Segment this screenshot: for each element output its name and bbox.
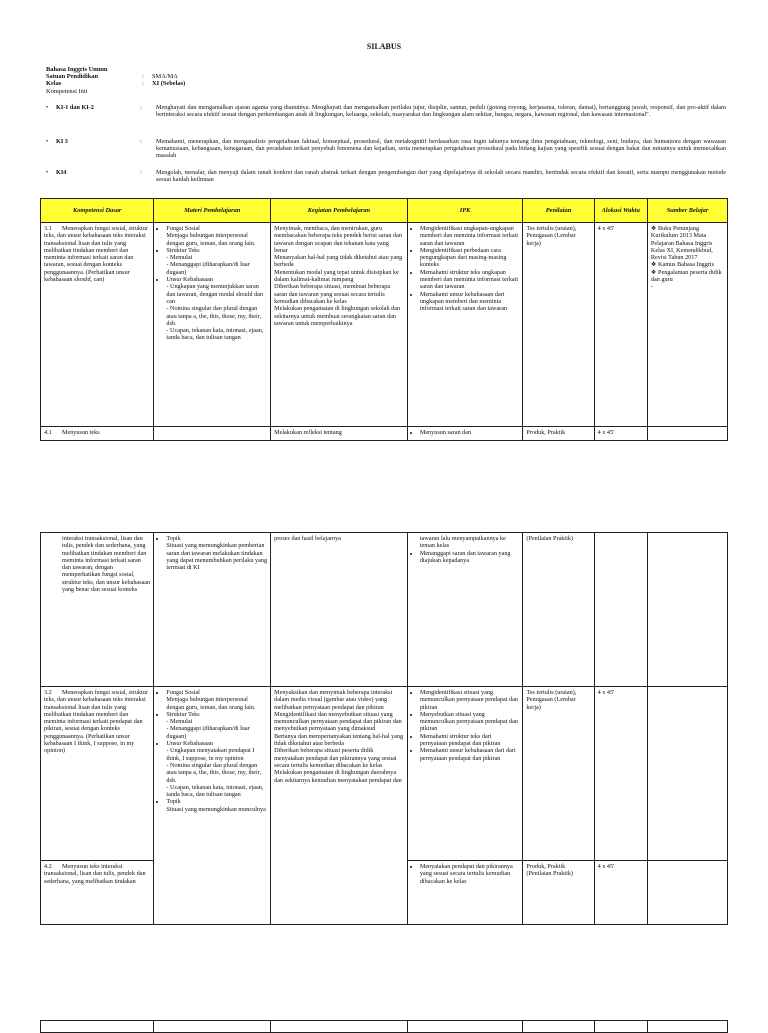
ki-label: KI 3 [56, 138, 68, 145]
header-kegiatan: Kegiatan Pembelajaran [271, 199, 408, 223]
meta-label: Satuan Pendidikan [46, 73, 99, 81]
ki-row: • KI 3 : Memahami, menerapkan, dan menganalisis pengetahuan faktual, konseptual, prosedural, dan metakognitif berdasarkan rasa ingin tahunya tentang ilmu pengetahuan, teknologi, seni, budaya, dan humaniora dengan wawasan kemanusiaan, kebangsaan, kenegaraan, dan peradaban terkait penyebab fenomena dan kejadian, serta menerapkan pengetahuan prosedural pada bidang kajian yang spesifik sesuai dengan bakat dan minatnya untuk memecahkan masalah [46, 138, 726, 160]
meta-value: XI (Sebelas) [152, 80, 186, 88]
table-row: 3.2 Menerapkan fungsi sosial, struktur teks, dan unsur kebahasaan teks interaksi transaksional lisan dan tulis yang melibatkan tindakan memberi dan meminta informasi terkait pendapat dan pikiran, sesuai dengan konteks penggunaannya. (Perhatikan unsur kebahasaan I think, I suppose, in my opinion) • Fungsi Sosial Menjaga hubungan interpersonal dengan guru, teman, dan orang lain. • Struktur Teks - Memulai - Menanggapi (diharapkan/di luar dugaan) • Unsur Kebahasaan - Ungkapan menyatakan pendapat I think, I suppose, in my opinion - Nomina singular dan plural dengan atau tanpa a, the, this, those, my, their, dsb. - Ucapan, tekanan kata, intonasi, ejaan, tanda baca, dan tulisan tangan • Topik Situasi yang memungkinkan munculnya Menyaksikan dan menyimak beberapa interaksi dalam media visual (gambar atau video) yang melibatkan pernyataan pendapat dan pikiran Mengidentifikasi dan menyebutkan situasi yang memunculkan pernyataan pendapat dan pikiran dan menyebutkan pernyataan yang dimaksud Bertanya dan mempertanyakan tentang hal-hal yang tidak diketahui atau berbeda Diberikan beberapa situasi peserta didik menyatakan pendapat dan pikirannya yang sesuai secara tertulis kemudian dibacakan ke kelas Melakukan pengamatan di lingkungan daerahnya dan sekitarnya kemudian menyatakan pendapat dan • Mengidentifikasi situasi yang memunculkan pernyataan pendapat dan pikiran • Menyebutkan situasi yang memunculkan pernyataan pendapat dan pikiran • Memahami struktur teks dari pernyataan pendapat dan pikiran • Memahami unsur kebahasaan dari dari pernyataan pendapat dan pikiran Tes tertulis (uraian), Penugasan (Lembar kerja) 4 x 45' [41, 687, 728, 861]
ki-text: Memahami, menerapkan, dan menganalisis pengetahuan faktual, konseptual, prosedural, dan metakognitif berdasarkan rasa ingin tahunya tentang ilmu pengetahuan, teknologi, seni, budaya, dan humaniora dengan wawasan kemanusiaan, kebangsaan, kenegaraan, dan peradaban terkait penyebab fenomena dan kejadian, serta menerapkan pengetahuan prosedural pada bidang kajian yang spesifik sesuai dengan bakat dan minatnya untuk memecahkan masalah [156, 138, 726, 160]
ipk-cell: • Mengidentifikasi ungkapan-ungkapan memberi dan meminta informasi terkait saran dan tawaran • Mengidentifikasi perbedaan cara pengungkapan dari masing-masing konteks • Memahami struktur teks ungkapan memberi dan meminta informasi terkait saran dan tawaran • Memahami unsur kebahasaan dari ungkapan memberi dan meminta informasi terkait saran dan tawaran [407, 223, 523, 427]
kegiatan-cell: Menyimak, membaca, dan menirukan, guru membacakan beberapa teks pendek berisi saran dan tawaran dengan ucapan dan tekanan kata yang benar Menanyakan hal-hal yang tidak diketahui atau yang berbeda Menentukan modal yang tepat untuk disisipkan ke dalam kalimat-kalimat rumpang Diberikan beberapa situasi, membuat beberapa saran dan tawaran yang sesuai secara tertulis kemudian dibacakan ke kelas Melakukan pengamatan di lingkungan sekolah dan sekitarnya untuk membuat serangkaian saran dan tawaran untuk memperbaikinya [271, 223, 408, 427]
table-row: 4.1 Menyusun teks Melakukan refleksi tentang • Menyusun saran dan Produk, Praktik 4 x 45' [41, 427, 728, 441]
alokasi-cell: 4 x 45' [594, 223, 647, 427]
ki-row: • KI-1 dan KI-2 : Menghayati dan mengamalkan ajaran agama yang dianutnya. Menghayati dan mengamalkan perilaku jujur, disiplin, santun, peduli (gotong royong, kerjasama, toleran, damai), bertanggung jawab, responsif, dan pro-aktif dalam berinteraksi secara efektif sesuai dengan perkembangan anak di lingkungan, keluarga, sekolah, masyarakat dan lingkungan alam sekitar, bangsa, negara, kawasan regional, dan kawasan internasional". [46, 104, 726, 119]
meta-label: Kompetensi Inti [46, 87, 88, 95]
ki-text: Mengolah, menalar, dan menyaji dalam ranah konkret dan ranah abstrak terkait dengan pengembangan dari yang dipelajarinya di sekolah secara mandiri, bertindak secara efektif dan kreatif, serta mampu menggunakan metode sesuai kaidah keilmuan [156, 169, 726, 184]
syllabus-table [40, 198, 728, 441]
page-title: SILABUS [366, 42, 402, 51]
table-row [41, 223, 728, 427]
ki-text: Menghayati dan mengamalkan ajaran agama yang dianutnya. Menghayati dan mengamalkan perilaku jujur, disiplin, santun, peduli (gotong royong, kerjasama, toleran, damai), bertanggung jawab, responsif, dan pro-aktif dalam berinteraksi secara efektif sesuai dengan perkembangan anak di lingkungan, keluarga, sekolah, masyarakat dan lingkungan alam sekitar, bangsa, negara, kawasan regional, dan kawasan internasional". [156, 104, 726, 119]
header-sumber: Sumber Belajar [647, 199, 727, 223]
header-alokasi: Alokasi Waktu [594, 199, 647, 223]
meta-value: SMA/MA [152, 73, 178, 81]
meta-subject: Bahasa Inggris Umum [46, 66, 108, 73]
kd-cell: 3.1 Menerapkan fungsi sosial, struktur teks, dan unsur kebahasaan teks interaksi transaksional lisan dan tulis yang melibatkan tindakan memberi dan meminta informasi terkait saran dan tawaran, sesuai dengan konteks penggunaannya. (Perhatikan unsur kebahasaan should, can) [41, 223, 154, 427]
table-row: 4.2 Menyusun teks interaksi transaksional, lisan dan tulis, pendek dan sederhana, yang melibatkan tindakan • Menyatakan pendapat dan pikirannya yang sesuai secara tertulis kemudian dibacakan ke kelas Produk, Praktik (Penilaian Praktik) 4 x 45' [41, 861, 728, 925]
materi-cell: • Fungsi Sosial Menjaga hubungan interpersonal dengan guru, teman, dan orang lain. • Struktur Teks - Memulai - Menanggapi (diharapkan/di luar dugaan) • Unsur Kebahasaan - Ungkapan yang menunjukkan saran dan tawaran, dengan modal should dan can - Nomina singular dan plural dengan atau tanpa a, the, this, those, my, their, dsb. - Ucapan, tekanan kata, intonasi, ejaan, tanda baca, dan tulisan tangan [154, 223, 271, 427]
syllabus-table-next-page [40, 1020, 728, 1033]
header-kd: Kompetensi Dasar [41, 199, 154, 223]
header-ipk: IPK [407, 199, 523, 223]
meta-label: Kelas [46, 80, 62, 88]
table-row: interaksi transaksional, lisan dan tulis, pendek dan sederhana, yang melibatkan tindakan memberi dan meminta informasi terkait saran dan tawaran, dengan memperhatikan fungsi sosial, struktur teks, dan unsur kebahasaan yang benar dan sesuai konteks • Topik Situasi yang memungkinkan pemberian saran dan tawaran melakukan tindakan yang dapat menumbuhkan perilaku yang termuat di KI proses dan hasil belajarnya tawaran lalu menyampaikannya ke teman kelas • Menanggapi saran dan tawaran yang diajukan kepadanya (Penilaian Praktik) [41, 533, 728, 687]
meta-block: Bahasa Inggris Umum Satuan Pendidikan : SMA/MA Kelas : XI (Sebelas) Kompetensi Inti [46, 66, 736, 95]
ki-label: KI-1 dan KI-2 [56, 104, 94, 111]
sumber-cell: ❖ Buku Penunjang Kurikulum 2013 Mata Pelajaran Bahasa Inggris Kelas XI, Kemendikbud, Revisi Tahun 2017 ❖ Kamus Bahasa Inggris ❖ Pengalaman peserta didik dan guru - [647, 223, 727, 427]
header-materi: Materi Pembelajaran [154, 199, 271, 223]
header-penilaian: Penilaian [523, 199, 594, 223]
ki-row: • KI4 : Mengolah, menalar, dan menyaji dalam ranah konkret dan ranah abstrak terkait dengan pengembangan dari yang dipelajarinya di sekolah secara mandiri, bertindak secara efektif dan kreatif, serta mampu menggunakan metode sesuai kaidah keilmuan [46, 169, 726, 184]
syllabus-table-continued [40, 532, 728, 925]
penilaian-cell: Tes tertulis (uraian), Penugasan (Lembar kerja) [523, 223, 594, 427]
ki-label: KI4 [56, 169, 67, 176]
